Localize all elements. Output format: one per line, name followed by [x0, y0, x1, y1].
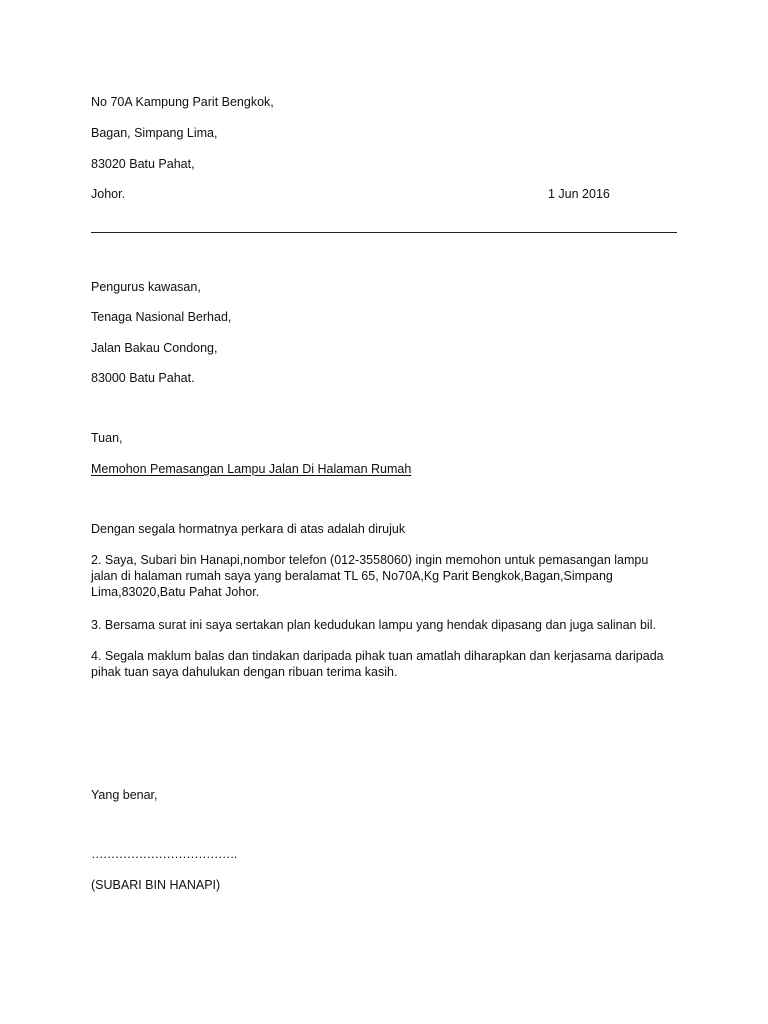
- paragraph-line: 4. Segala maklum balas dan tindakan daripada pihak tuan amatlah diharapkan dan kerjasama daripada: [91, 649, 664, 663]
- closing: Yang benar,: [91, 788, 158, 802]
- paragraph-line: jalan di halaman rumah saya yang beralamat TL 65, No70A,Kg Parit Bengkok,Bagan,Simpang: [91, 569, 613, 583]
- body-paragraph: [91, 617, 681, 633]
- signatory-name: (SUBARI BIN HANAPI): [91, 878, 221, 892]
- salutation: Tuan,: [91, 431, 123, 445]
- sender-address-line: Bagan, Simpang Lima,: [91, 126, 218, 140]
- body-paragraph: [91, 552, 681, 600]
- paragraph-line: pihak tuan saya dahulukan dengan ribuan terima kasih.: [91, 665, 398, 679]
- sender-address-line: 83020 Batu Pahat,: [91, 157, 195, 171]
- paragraph-line: 2. Saya, Subari bin Hanapi,nombor telefon (012-3558060) ingin memohon untuk pemasangan lampu: [91, 553, 649, 567]
- recipient-address-line: 83000 Batu Pahat.: [91, 371, 195, 385]
- signature-line: ……………………………….: [91, 847, 237, 861]
- paragraph-line: Lima,83020,Batu Pahat Johor.: [91, 585, 260, 599]
- paragraph-line: 3. Bersama surat ini saya sertakan plan kedudukan lampu yang hendak dipasang dan juga salinan bil.: [91, 618, 656, 632]
- letter-date: 1 Jun 2016: [548, 187, 610, 201]
- opening-sentence: Dengan segala hormatnya perkara di atas adalah dirujuk: [91, 522, 406, 536]
- recipient-address-line: Tenaga Nasional Berhad,: [91, 310, 232, 324]
- letter-subject: Memohon Pemasangan Lampu Jalan Di Halaman Rumah: [91, 462, 412, 476]
- sender-address-line: No 70A Kampung Parit Bengkok,: [91, 95, 274, 109]
- header-divider: [91, 232, 677, 233]
- recipient-address-line: Pengurus kawasan,: [91, 280, 201, 294]
- body-paragraph: [91, 648, 681, 680]
- sender-address-line: Johor.: [91, 187, 126, 201]
- recipient-address-line: Jalan Bakau Condong,: [91, 341, 218, 355]
